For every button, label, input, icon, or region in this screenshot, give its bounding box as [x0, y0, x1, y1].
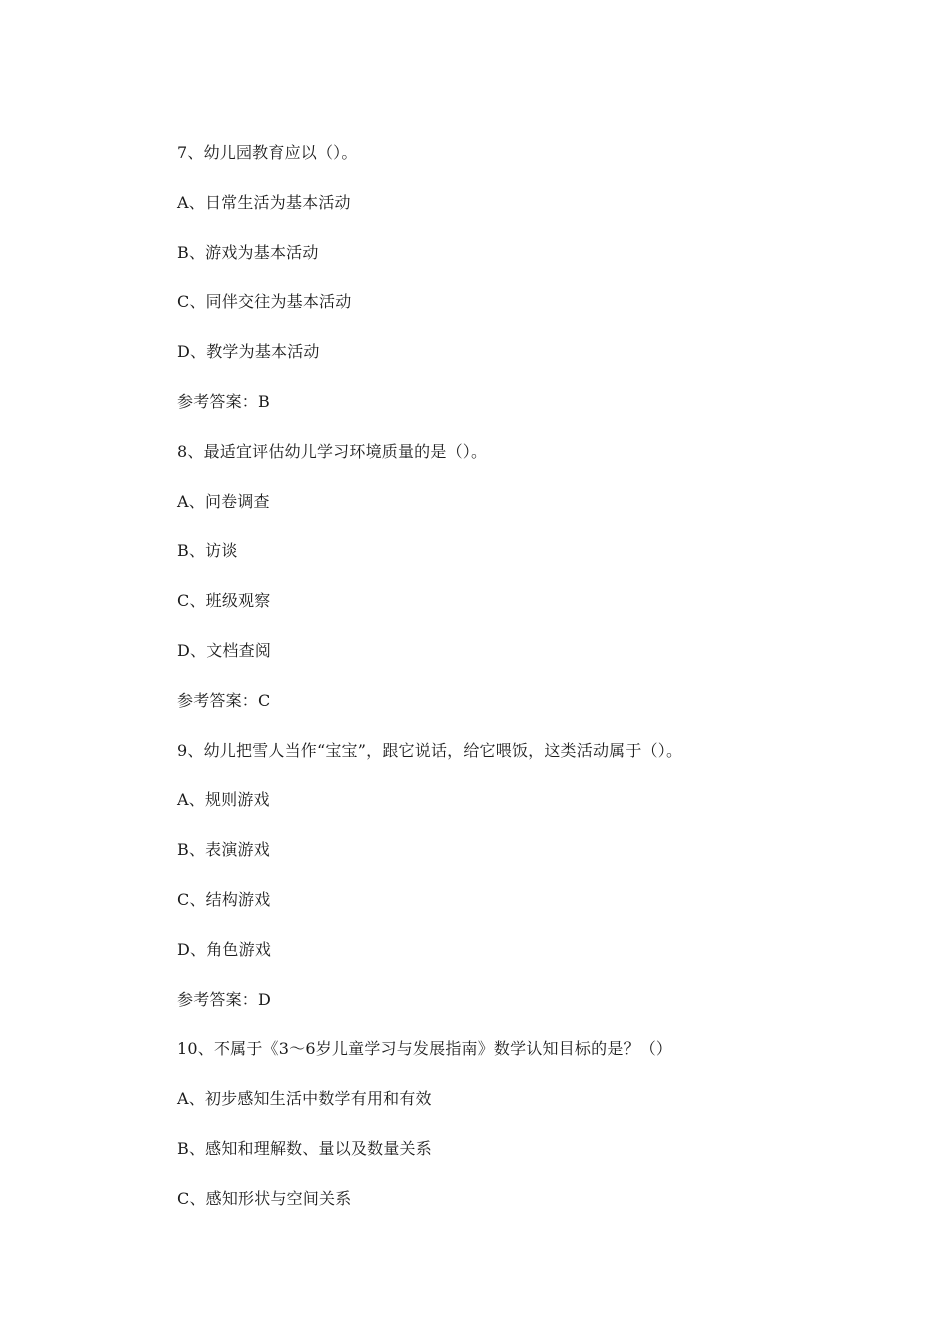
question-8-option-a: A、问卷调查	[177, 491, 270, 511]
question-list	[177, 140, 897, 1236]
question-7-option-a: A、日常生活为基本活动	[177, 192, 351, 212]
question-10-option-a: A、初步感知生活中数学有用和有效	[177, 1089, 432, 1109]
question-9-option-b: B、表演游戏	[177, 840, 270, 860]
question-7-option-d: D、教学为基本活动	[177, 342, 320, 362]
question-7-option-c: C、同伴交往为基本活动	[177, 292, 352, 312]
question-8-option-c: C、班级观察	[177, 591, 271, 611]
question-8-stem: 8、最适宜评估幼儿学习环境质量的是（）。	[177, 441, 488, 461]
question-10-stem: 10、不属于《3～6岁儿童学习与发展指南》数学认知目标的是？（）	[177, 1039, 673, 1059]
question-9-option-d: D、角色游戏	[177, 939, 272, 959]
question-9-answer: 参考答案：D	[177, 989, 272, 1009]
question-8-option-d: D、文档查阅	[177, 640, 272, 660]
question-8-answer: 参考答案：C	[177, 690, 271, 710]
question-7-answer: 参考答案：B	[177, 391, 270, 411]
question-9-stem: 9、幼儿把雪人当作“宝宝”，跟它说话，给它喂饭，这类活动属于（）。	[177, 740, 683, 760]
question-7-option-b: B、游戏为基本活动	[177, 242, 319, 262]
question-10-option-c: C、感知形状与空间关系	[177, 1188, 352, 1208]
question-10-option-b: B、感知和理解数、量以及数量关系	[177, 1138, 432, 1158]
question-9-option-c: C、结构游戏	[177, 889, 271, 909]
question-7-stem: 7、幼儿园教育应以（）。	[177, 143, 358, 162]
question-9-option-a: A、规则游戏	[177, 790, 270, 810]
question-8-option-b: B、访谈	[177, 541, 238, 561]
